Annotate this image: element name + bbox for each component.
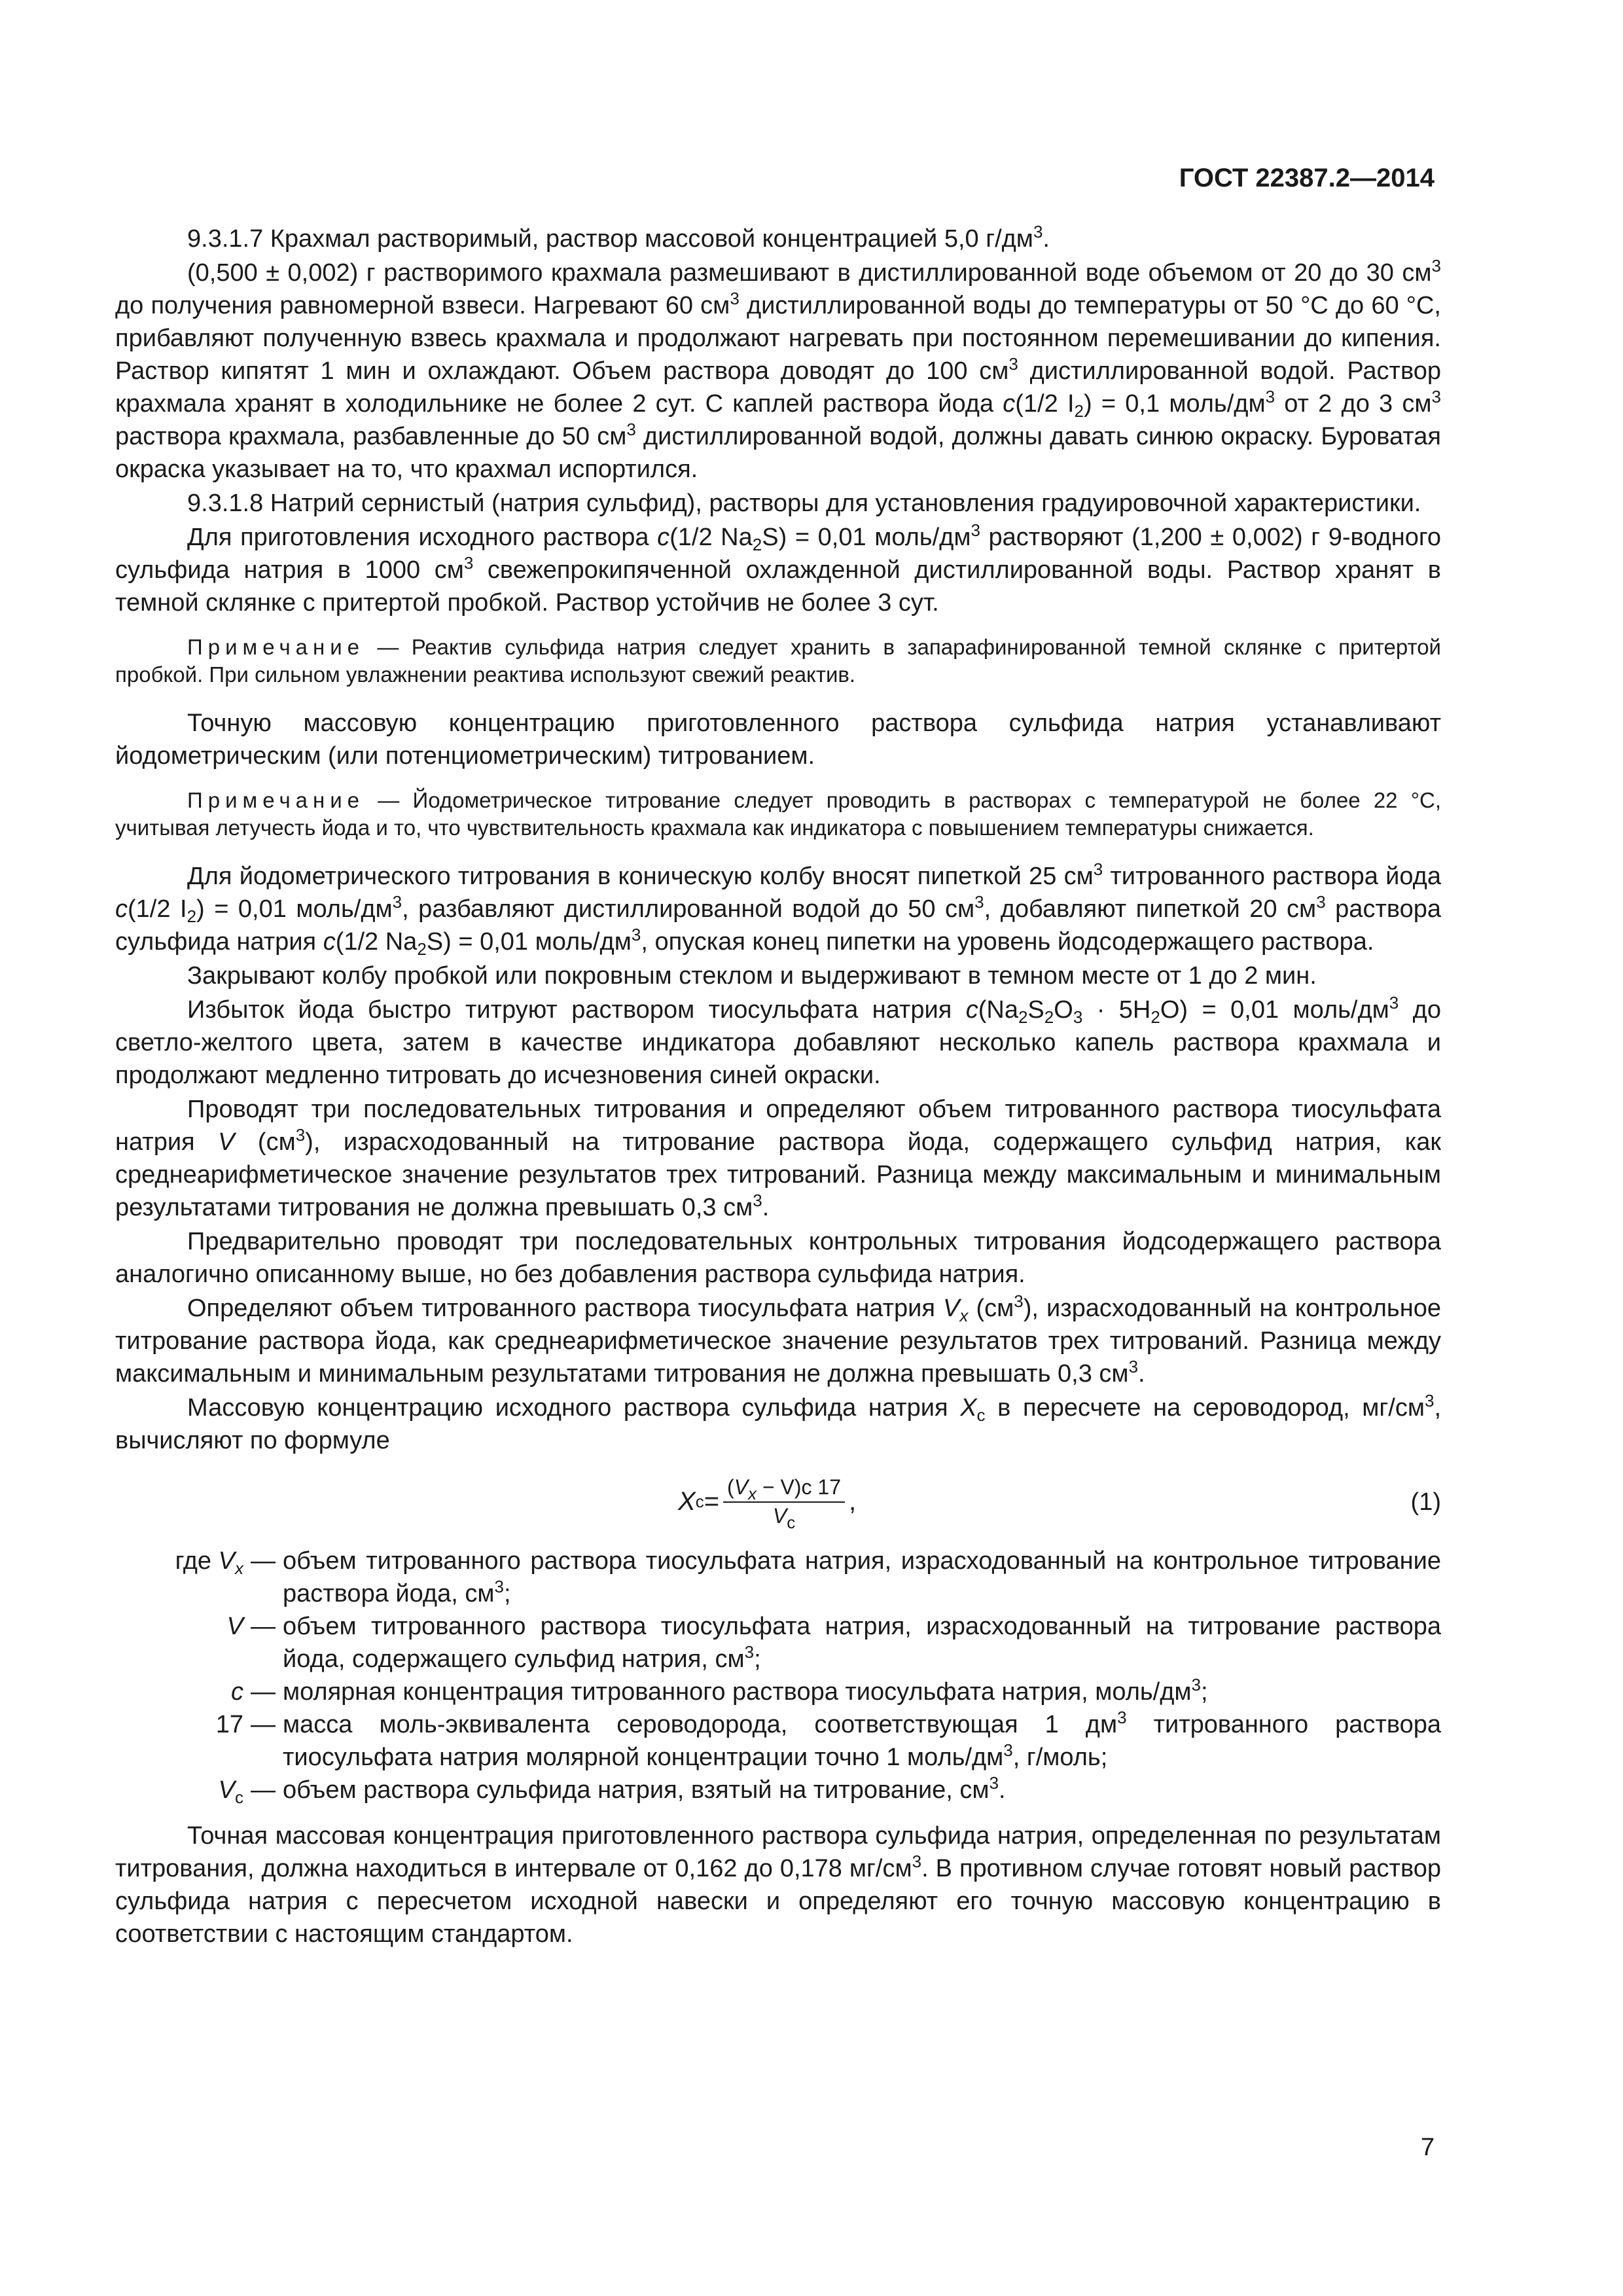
document-code: ГОСТ 22387.2—2014: [1179, 164, 1435, 192]
note-storage: Примечание — Реактив сульфида натрия следует хранить в запарафинированной темной склянке с притертой пробкой. При сильном увлажнении реактива используют свежий реактив.: [115, 635, 1441, 687]
definition-17: 17 — масса моль-эквивалента сероводорода, соответствующая 1 $дм^3$ титрованного раствора тиосульфата натрия молярной концентрации точно 1 моль/$дм^3$, г/моль;: [215, 1708, 1441, 1771]
definition-c: c — молярная концентрация титрованного раствора тиосульфата натрия, моль/$дм^3$;: [231, 1675, 1208, 1706]
section-9-3-1-7: 9.3.1.7 Крахмал растворимый, раствор массовой концентрацией 5,0 $г/дм^3$.: [187, 222, 1050, 253]
accuracy-range-paragraph: Точная массовая концентрация приготовленного раствора сульфида натрия, определенная по результатам титрования, должна находиться в интервале от 0,162 до 0,178 $мг/см^3$. В противном случае готовят новый раствор сульфида натрия с пересчетом исходной навески и определяют его точную массовую концентрацию в соответствии с настоящим стандартом.: [115, 1822, 1441, 1948]
formula-expression: X c = $\frac{(V_x - V)c 17}{V_c}$ ,: [678, 1475, 857, 1532]
mass-concentration-paragraph: Массовую концентрацию исходного раствора сульфида натрия $X_c$ в пересчете на сероводород, $мг/см^3$, вычисляют по формуле: [115, 1391, 1441, 1454]
formula-1: [115, 1466, 1441, 1538]
iodometric-titration-paragraph: Для йодометрического титрования в коническую колбу вносят пипеткой 25 $см^3$ титрованного раствора йода c(1/2 $I_2) = 0,01$ моль/$дм^3$, разбавляют дистиллированной водой до 50 $см^3$, добавляют пипеткой 20 $см^3$ раствора сульфида натрия c(1/2 $Na_2S) = 0,01$ моль/$дм^3$, опуская конец пипетки на уровень йодсодержащего раствора.: [115, 859, 1442, 959]
definition-v: V — объем титрованного раствора тиосульфата натрия, израсходованный на титрование раствора йода, содержащего сульфид натрия, $см^3$;: [226, 1613, 1441, 1673]
definition-vc: $V_c$ — объем раствора сульфида натрия, взятый на титрование, $см^3$.: [218, 1773, 1006, 1807]
starch-procedure-paragraph: (0,500 ± 0,002) г растворимого крахмала размешивают в дистиллированной воде объемом от 20 до 30 $см^3$ до получения равномерной взвеси. Нагревают 60 $см^3$ дистиллированной воды до температуры от 50 °С до 60 °С, прибавляют полученную взвесь крахмала и продолжают нагревать при постоянном перемешивании до кипения. Раствор кипятят 1 мин и охлаждают. Объем раствора доводят до 100 $см^3$ дистиллированной водой. Раствор крахмала хранят в холодильнике не более 2 сут. С каплей раствора йода c(1/2 $I_2) = 0,1$ моль/$дм^3$ от 2 до 3 $см^3$ раствора крахмала, разбавленные до 50 $см^3$ дистиллированной водой, должны давать синюю окраску. Буроватая окраска указывает на то, что крахмал испортился.: [115, 256, 1441, 483]
flask-closing-paragraph: Закрывают колбу пробкой или покровным стеклом и выдерживают в темном месте от 1 до 2 мин.: [187, 962, 1317, 990]
formula-numerator: $(V_x - V)c$ 17: [723, 1474, 845, 1503]
stock-solution-paragraph: Для приготовления исходного раствора c(1/2 $Na_2S) = 0,01$ моль/$дм^3$ растворяют (1,200 ± 0,002) г 9-водного сульфида натрия в 1000 $см^3$ свежепрокипяченной охлажденной дистиллированной воды. Раствор хранят в темной склянке с притертой пробкой. Раствор устойчив не более 3 сут.: [115, 520, 1442, 617]
definition-vx: где $V_x$ — объем титрованного раствора тиосульфата натрия, израсходованный на контрольное титрование раствора йода, $см^3$;: [175, 1547, 1441, 1607]
document-body: [115, 223, 1441, 1952]
control-titrations-paragraph: Предварительно проводят три последовательных контрольных титрования йодсодержащего раствора аналогично описанному выше, но без добавления раствора сульфида натрия.: [115, 1228, 1441, 1288]
titration-method-paragraph: Точную массовую концентрацию приготовленного раствора сульфида натрия устанавливают йодометрическим (или потенциометрическим) титрованием.: [115, 709, 1441, 770]
three-titrations-paragraph: Проводят три последовательных титрования и определяют объем титрованного раствора тиосульфата натрия V $(см^3)$, израсходованный на титрование раствора йода, содержащего сульфид натрия, как среднеарифметическое значение результатов трех титрований. Разница между максимальным и минимальным результатами титрования не должна превышать 0,3 $см^3$.: [115, 1096, 1441, 1221]
excess-iodine-paragraph: Избыток йода быстро титруют раствором тиосульфата натрия $c(Na_2S_2O_3 \cdot 5H_2O) = 0,01$ моль/$дм^3$ до светло-желтого цвета, затем в качестве индикатора добавляют несколько капель раствора крахмала и продолжают медленно титровать до исчезновения синей окраски.: [115, 993, 1441, 1089]
control-volume-paragraph: Определяют объем титрованного раствора тиосульфата натрия $V_x$ $(см^3)$, израсходованный на контрольное титрование раствора йода, как среднеарифметическое значение результатов трех титрований. Разница между максимальным и минимальным результатами титрования не должна превышать 0,3 $см^3$.: [115, 1291, 1441, 1388]
formula-number: (1): [1410, 1488, 1441, 1516]
section-9-3-1-8: 9.3.1.8 Натрий сернистый (натрия сульфид), растворы для установления градуировочной характеристики.: [187, 490, 1421, 517]
page-number: 7: [1420, 2134, 1435, 2161]
note-temperature: Примечание — Йодометрическое титрование следует проводить в растворах с температурой не более 22 °С, учитывая летучесть йода и то, что чувствительность крахмала как индикатора с повышением температуры снижается.: [115, 788, 1441, 840]
formula-denominator: $V_c$: [772, 1504, 796, 1532]
formula-definitions: [115, 1545, 1441, 1806]
formula-fraction: [723, 1474, 845, 1532]
